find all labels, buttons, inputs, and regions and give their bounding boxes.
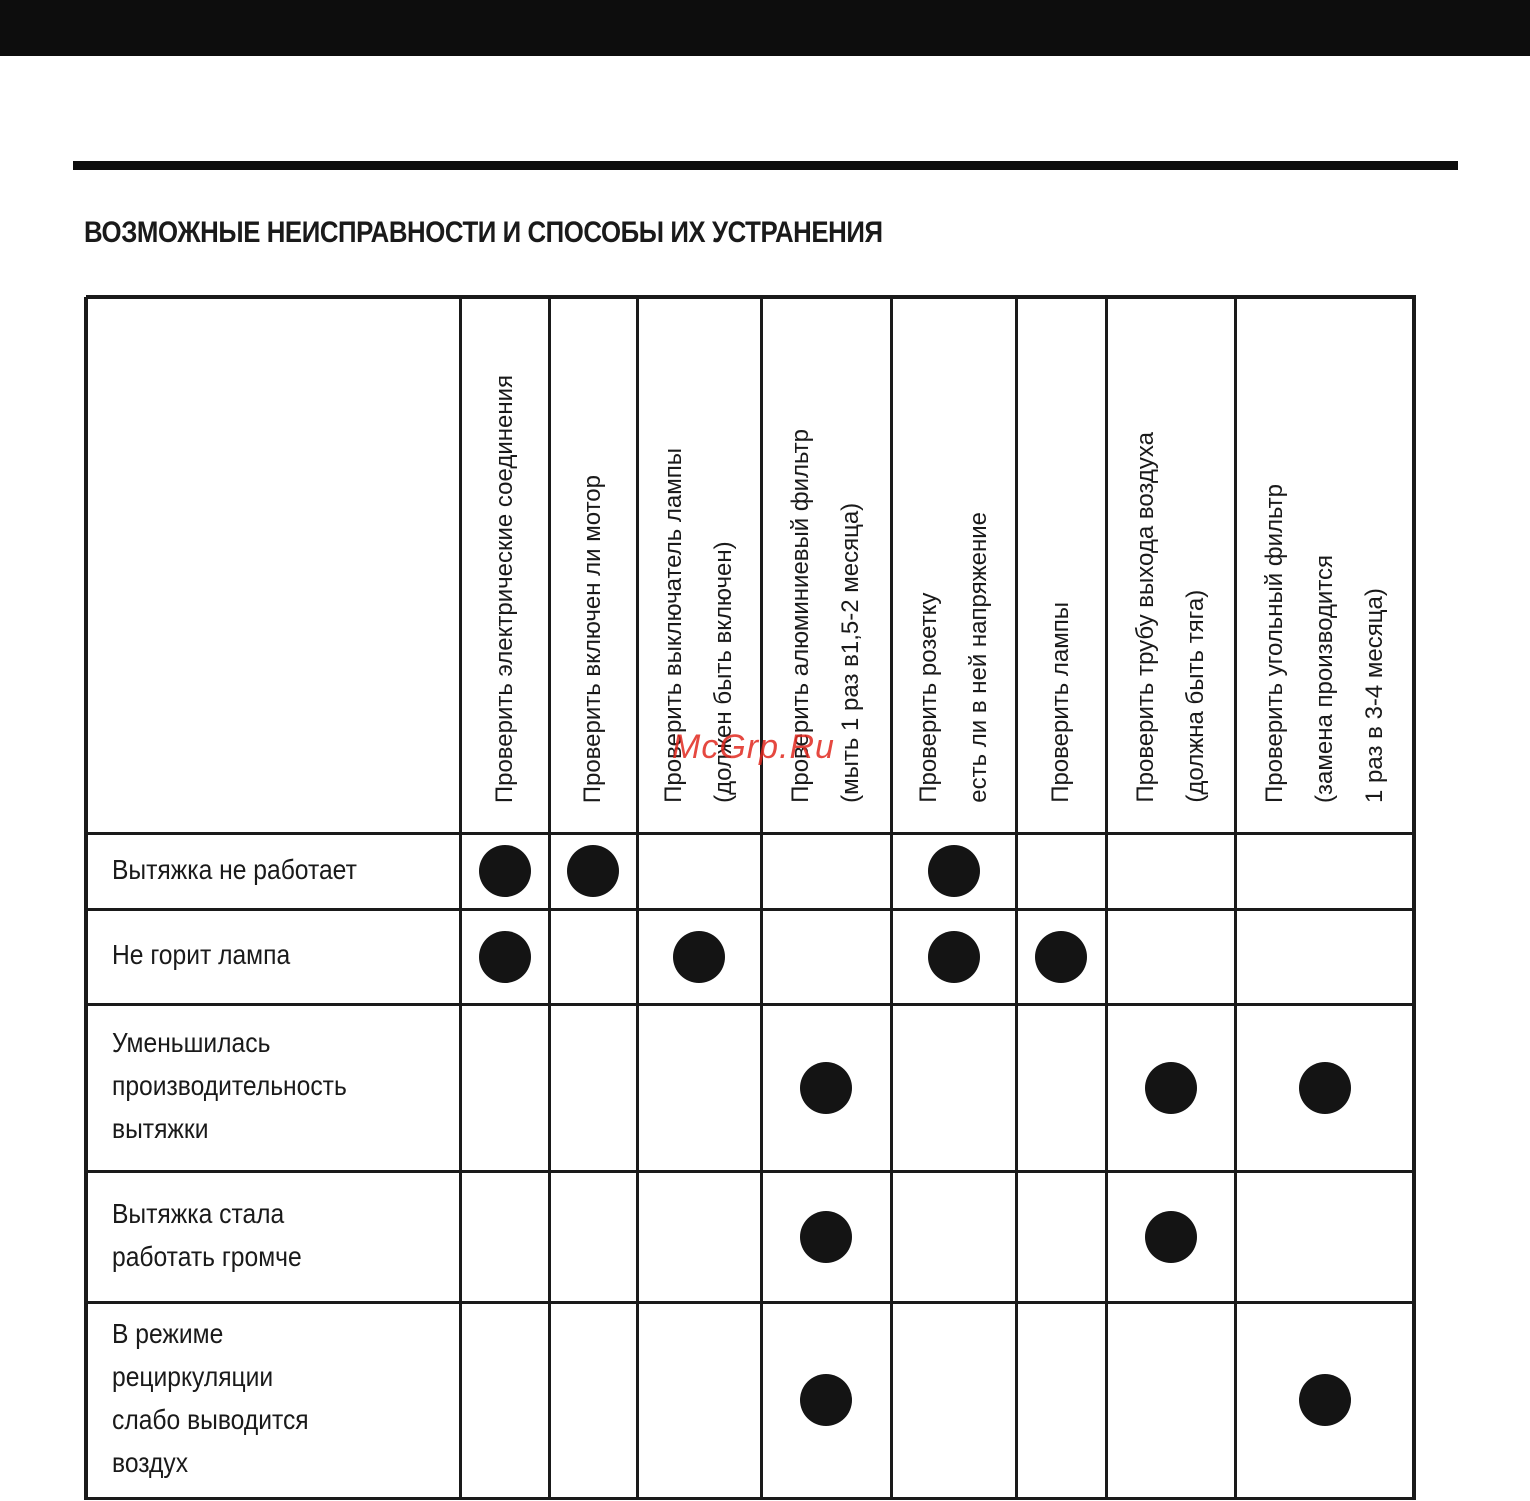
row-label-line: Уменьшилась [112, 1027, 271, 1058]
table-vertical-line [760, 297, 763, 1500]
table-horizontal-line [86, 1003, 1416, 1006]
row-label-line: производительность [112, 1070, 347, 1101]
column-header-line: Проверить угольный фильтр [1260, 484, 1288, 803]
row-label-1 [112, 848, 357, 891]
check-dot [1145, 1062, 1197, 1114]
check-dot [673, 931, 725, 983]
watermark: McGrp.Ru [672, 728, 835, 766]
column-header-1 [460, 297, 549, 833]
row-label-line: вытяжки [112, 1113, 209, 1144]
check-dot [479, 845, 531, 897]
column-header-line: Проверить выключатель лампы [660, 448, 687, 803]
check-dot [567, 845, 619, 897]
page-title: ВОЗМОЖНЫЕ НЕИСПРАВНОСТИ И СПОСОБЫ ИХ УСТРАНЕНИЯ [84, 216, 883, 249]
row-label-2 [112, 933, 290, 976]
row-label-line: Не горит лампа [112, 939, 291, 970]
row-label-line: работать громче [112, 1240, 302, 1272]
row-label-line: рециркуляции [112, 1361, 274, 1392]
table-vertical-line [459, 297, 462, 1500]
column-header-line: (замена производится [1310, 555, 1338, 803]
check-dot [928, 845, 980, 897]
row-label-5 [112, 1312, 309, 1484]
row-label-4 [112, 1192, 302, 1278]
table-horizontal-line [86, 1497, 1416, 1500]
column-header-line: 1 раз в 3-4 месяца) [1360, 588, 1388, 803]
column-header-line: (мыть 1 раз в1,5-2 месяца) [837, 502, 864, 803]
check-dot [800, 1062, 852, 1114]
table-vertical-line [1234, 297, 1237, 1500]
column-header-6 [1016, 297, 1106, 833]
row-label-line: воздух [112, 1447, 189, 1478]
column-header-line: есть ли в ней напряжение [964, 512, 992, 803]
check-dot [928, 931, 980, 983]
column-header-line: Проверить розетку [914, 592, 942, 803]
check-dot [800, 1211, 852, 1263]
title-rule [73, 161, 1458, 170]
check-dot [1145, 1211, 1197, 1263]
column-header-text [480, 375, 530, 803]
column-header-line: (должна быть тяга) [1181, 590, 1209, 803]
check-dot [1299, 1374, 1351, 1426]
row-label-line: В режиме [112, 1318, 224, 1349]
check-dot [1299, 1062, 1351, 1114]
column-header-text [1250, 484, 1400, 803]
table-vertical-line [636, 297, 639, 1500]
top-black-bar [0, 0, 1530, 56]
column-header-line: (должен быть включен) [710, 541, 737, 803]
table-vertical-line [890, 297, 893, 1500]
table-horizontal-line [86, 908, 1416, 911]
column-header-line: Проверить лампы [1047, 602, 1074, 803]
table-horizontal-line [86, 1301, 1416, 1304]
column-header-8 [1235, 297, 1414, 833]
row-label-3 [112, 1021, 347, 1150]
table-vertical-line [84, 297, 88, 1500]
row-label-line: Вытяжка стала [112, 1197, 285, 1229]
column-header-5 [891, 297, 1016, 833]
row-label-line: слабо выводится [112, 1404, 309, 1435]
column-header-2 [549, 297, 637, 833]
check-dot [479, 931, 531, 983]
column-header-line: Проверить включен ли мотор [579, 474, 606, 803]
check-dot [800, 1374, 852, 1426]
column-header-text [1121, 432, 1221, 803]
column-header-text [1036, 602, 1086, 803]
table-vertical-line [1105, 297, 1108, 1500]
table-horizontal-line [86, 1170, 1416, 1173]
row-label-line: Вытяжка не работает [112, 853, 357, 885]
table-horizontal-line [86, 295, 1416, 299]
table-horizontal-line [86, 832, 1416, 835]
table-vertical-line [1412, 297, 1416, 1500]
table-vertical-line [1015, 297, 1018, 1500]
column-header-line: Проверить электрические соединения [490, 374, 518, 803]
column-header-text [568, 475, 618, 803]
column-header-text [904, 512, 1004, 803]
column-header-line: Проверить алюминиевый фильтр [787, 429, 814, 803]
table-vertical-line [548, 297, 551, 1500]
column-header-line: Проверить трубу выхода воздуха [1131, 432, 1159, 803]
check-dot [1035, 931, 1087, 983]
column-header-7 [1106, 297, 1235, 833]
